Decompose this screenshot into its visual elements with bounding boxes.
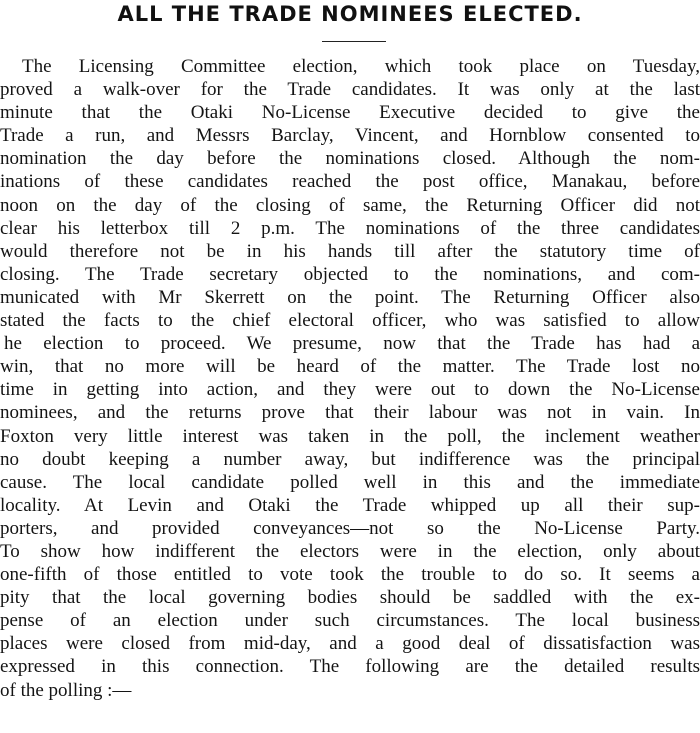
article-line: places were closed from mid-day, and a good deal of dissatisfaction was [0, 633, 700, 655]
article-line: expressed in this connection. The following are the detailed results [0, 656, 700, 678]
article-line: noon on the day of the closing of same, the Returning Officer did not [0, 194, 700, 216]
article-line: nomination the day before the nominations closed. Although the nom- [0, 148, 700, 170]
article-line: minute that the Otaki No-License Executive decided to give the [0, 102, 700, 124]
article-line: locality. At Levin and Otaki the Trade whipped up all their sup- [0, 494, 700, 516]
article-line: Foxton very little interest was taken in the poll, the inclement weather [0, 425, 700, 447]
article-line: cause. The local candidate polled well in this and the immediate [0, 471, 700, 493]
article-line: nominees, and the returns prove that their labour was not in vain. In [0, 402, 700, 424]
article-line: inations of these candidates reached the post office, Manakau, before [0, 171, 700, 193]
article-line: clear his letterbox till 2 p.m. The nominations of the three candidates [0, 217, 700, 239]
article-line: would therefore not be in his hands till after the statutory time of [0, 240, 700, 262]
article-line: The Licensing Committee election, which took place on Tuesday, [22, 56, 700, 77]
article-line: proved a walk-over for the Trade candidates. It was only at the last [0, 79, 700, 101]
article-line: pity that the local governing bodies should be saddled with the ex- [0, 587, 700, 609]
article-line: closing. The Trade secretary objected to the nominations, and com- [0, 263, 700, 285]
article-line: Trade a run, and Messrs Barclay, Vincent, and Hornblow consented to [0, 125, 700, 147]
article-headline: ALL THE TRADE NOMINEES ELECTED. [117, 2, 583, 26]
article-line: win, that no more will be heard of the matter. The Trade lost no [0, 356, 700, 378]
article-line: time in getting into action, and they were out to down the No-License [0, 379, 700, 401]
article-line: no doubt keeping a number away, but indifference was the principal [0, 448, 700, 470]
article-line: stated the facts to the chief electoral officer, who was satisfied to allow [0, 310, 700, 332]
article-line: one-fifth of those entitled to vote took the trouble to do so. It seems a [0, 564, 700, 586]
article-line: porters, and provided conveyances—not so the No-License Party. [0, 517, 700, 539]
article-line: pense of an election under such circumstances. The local business [0, 610, 700, 632]
article-line: of the polling :— [0, 679, 132, 701]
article-line: he election to proceed. We presume, now that the Trade has had a [4, 333, 700, 355]
article-line: To show how indifferent the electors were in the election, only about [0, 540, 700, 562]
headline-divider [322, 41, 386, 42]
article-body [0, 55, 700, 702]
article-line: municated with Mr Skerrett on the point. The Returning Officer also [0, 286, 700, 308]
